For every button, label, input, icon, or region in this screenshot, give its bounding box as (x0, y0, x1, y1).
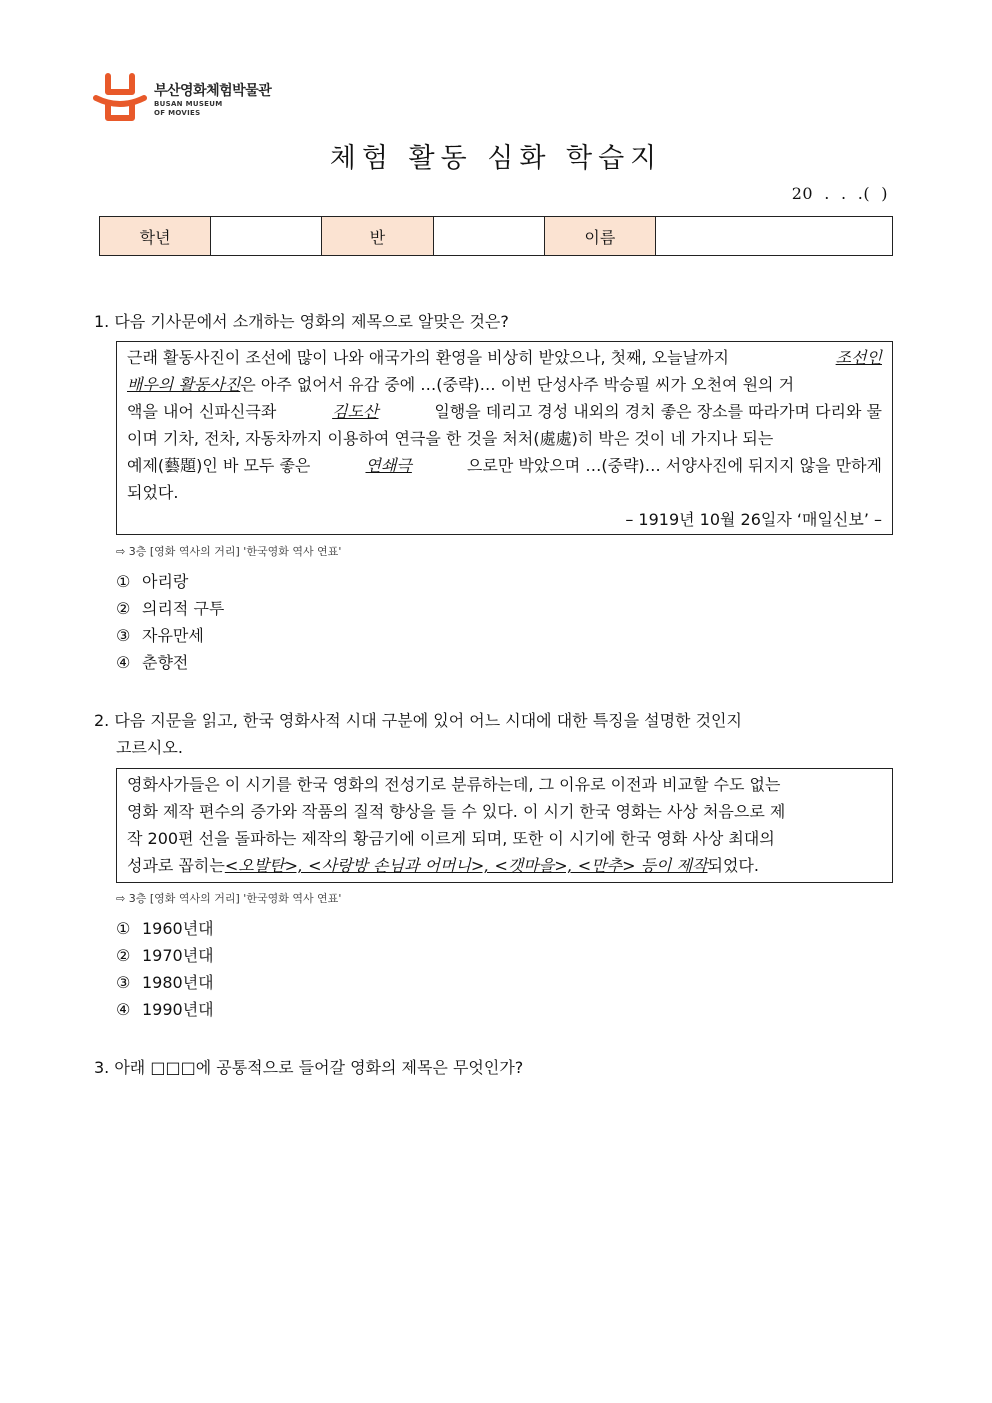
option-number: ④ (116, 653, 131, 672)
passage-text: 되었다. (127, 483, 179, 502)
q1-passage-line (127, 344, 882, 371)
question-2-line1: 2. 다음 지문을 읽고, 한국 영화사적 시대 구분에 있어 어느 시대에 대한 특징을 설명한 것인지 (94, 711, 742, 730)
q1-passage-line (127, 371, 882, 398)
grade-label: 학년 (100, 217, 211, 256)
grade-input-cell[interactable] (211, 217, 322, 256)
option-number: ③ (116, 973, 131, 992)
option-number: ③ (116, 626, 131, 645)
passage-text: 일행을 데리고 경성 내외의 경치 좋은 장소를 따라가며 다리와 물 (434, 402, 882, 421)
q1-option-2[interactable] (116, 595, 224, 622)
q2-option-1[interactable] (116, 915, 214, 942)
option-number: ④ (116, 1000, 131, 1019)
museum-logo-icon (92, 70, 148, 122)
q1-option-4[interactable] (116, 649, 224, 676)
q1-passage-line (127, 479, 882, 506)
worksheet-title: 체험 활동 심화 학습지 (329, 143, 663, 174)
passage-text: 성과로 꼽히는 (127, 856, 225, 875)
question-3: 3. 아래 □□□에 공통적으로 들어갈 영화의 제목은 무엇인가? (94, 1058, 524, 1077)
option-number: ① (116, 919, 131, 938)
q2-passage-line (127, 825, 882, 852)
name-label: 이름 (544, 217, 655, 256)
q1-reference: ⇨ 3층 [영화 역사의 거리] '한국영화 역사 연표' (116, 545, 342, 558)
q2-passage-line (127, 798, 882, 825)
passage-text: 영화사가들은 이 시기를 한국 영화의 전성기로 분류하는데, 그 이유로 이전과 비교할 수도 없는 (127, 775, 781, 794)
passage-source-text: – 1919년 10월 26일자 ‘매일신보’ – (625, 510, 882, 529)
option-number: ② (116, 946, 131, 965)
option-text: 의리적 구투 (142, 599, 225, 618)
passage-text: 되었다. (707, 856, 759, 875)
q1-passage-source (127, 506, 882, 533)
passage-underlined: 배우의 활동사진 (127, 375, 241, 394)
class-input-cell[interactable] (433, 217, 544, 256)
q2-option-4[interactable] (116, 996, 214, 1023)
option-text: 아리랑 (142, 572, 189, 591)
q2-passage-line (127, 852, 882, 879)
logo-name-en-line2: OF MOVIES (154, 109, 201, 117)
q2-passage-line (127, 771, 882, 798)
passage-underlined: 조선인 (835, 348, 882, 367)
option-text: 1980년대 (142, 973, 214, 992)
passage-text: 근래 활동사진이 조선에 많이 나와 애국가의 환영을 비상히 받았으나, 첫째, 오늘날까지 (127, 348, 729, 367)
q2-reference: ⇨ 3층 [영화 역사의 거리] '한국영화 역사 연표' (116, 892, 342, 905)
q1-passage-line (127, 398, 882, 425)
question-1: 1. 다음 기사문에서 소개하는 영화의 제목으로 알맞은 것은? (94, 312, 509, 331)
q1-passage-line (127, 452, 882, 479)
name-input-cell[interactable] (656, 217, 893, 256)
q1-option-3[interactable] (116, 622, 224, 649)
question-2 (94, 707, 742, 761)
logo-name-en (154, 100, 223, 118)
option-text: 1990년대 (142, 1000, 214, 1019)
class-label: 반 (322, 217, 433, 256)
passage-text: 영화 제작 편수의 증가와 작품의 질적 향상을 들 수 있다. 이 시기 한국 영화는 사상 처음으로 제 (127, 802, 786, 821)
q1-passage (116, 341, 893, 535)
option-text: 1960년대 (142, 919, 214, 938)
option-text: 1970년대 (142, 946, 214, 965)
passage-underlined: <오발탄>, <사랑방 손님과 어머니>, <갯마을>, <만추> 등이 제작 (224, 856, 708, 875)
q2-option-2[interactable] (116, 942, 214, 969)
q2-options (116, 915, 214, 1023)
museum-logo (92, 70, 302, 122)
q2-option-3[interactable] (116, 969, 214, 996)
passage-text: 액을 내어 신파신극좌 (127, 402, 277, 421)
logo-name-ko: 부산영화체험박물관 (154, 83, 272, 99)
q1-option-1[interactable] (116, 568, 224, 595)
option-text: 자유만세 (142, 626, 204, 645)
q1-passage-line (127, 425, 882, 452)
q1-options (116, 568, 224, 676)
q2-passage (116, 768, 893, 883)
passage-text: 작 200편 선을 돌파하는 제작의 황금기에 이르게 되며, 또한 이 시기에 한국 영화 사상 최대의 (127, 829, 775, 848)
passage-underlined: 연쇄극 (365, 456, 412, 475)
option-text: 춘향전 (142, 653, 189, 672)
passage-text: 이며 기차, 전차, 자동차까지 이용하여 연극을 한 것을 처처(處處)히 박은 것이 네 가지나 되는 (127, 429, 774, 448)
question-2-line2: 고르시오. (116, 738, 183, 757)
option-number: ② (116, 599, 131, 618)
passage-text: 으로만 박았으며 …(중략)… 서양사진에 뒤지지 않을 만하게 (466, 456, 882, 475)
passage-text: 은 아주 없어서 유감 중에 …(중략)… 이번 단성사주 박승필 씨가 오천여 원의 거 (240, 375, 795, 394)
logo-name-en-line1: BUSAN MUSEUM (154, 100, 223, 108)
passage-text: 예제(藝題)인 바 모두 좋은 (127, 456, 311, 475)
date-field: 20 . . .( ) (791, 184, 888, 203)
option-number: ① (116, 572, 131, 591)
passage-underlined: 김도산 (332, 402, 379, 421)
student-info-table (99, 216, 893, 256)
